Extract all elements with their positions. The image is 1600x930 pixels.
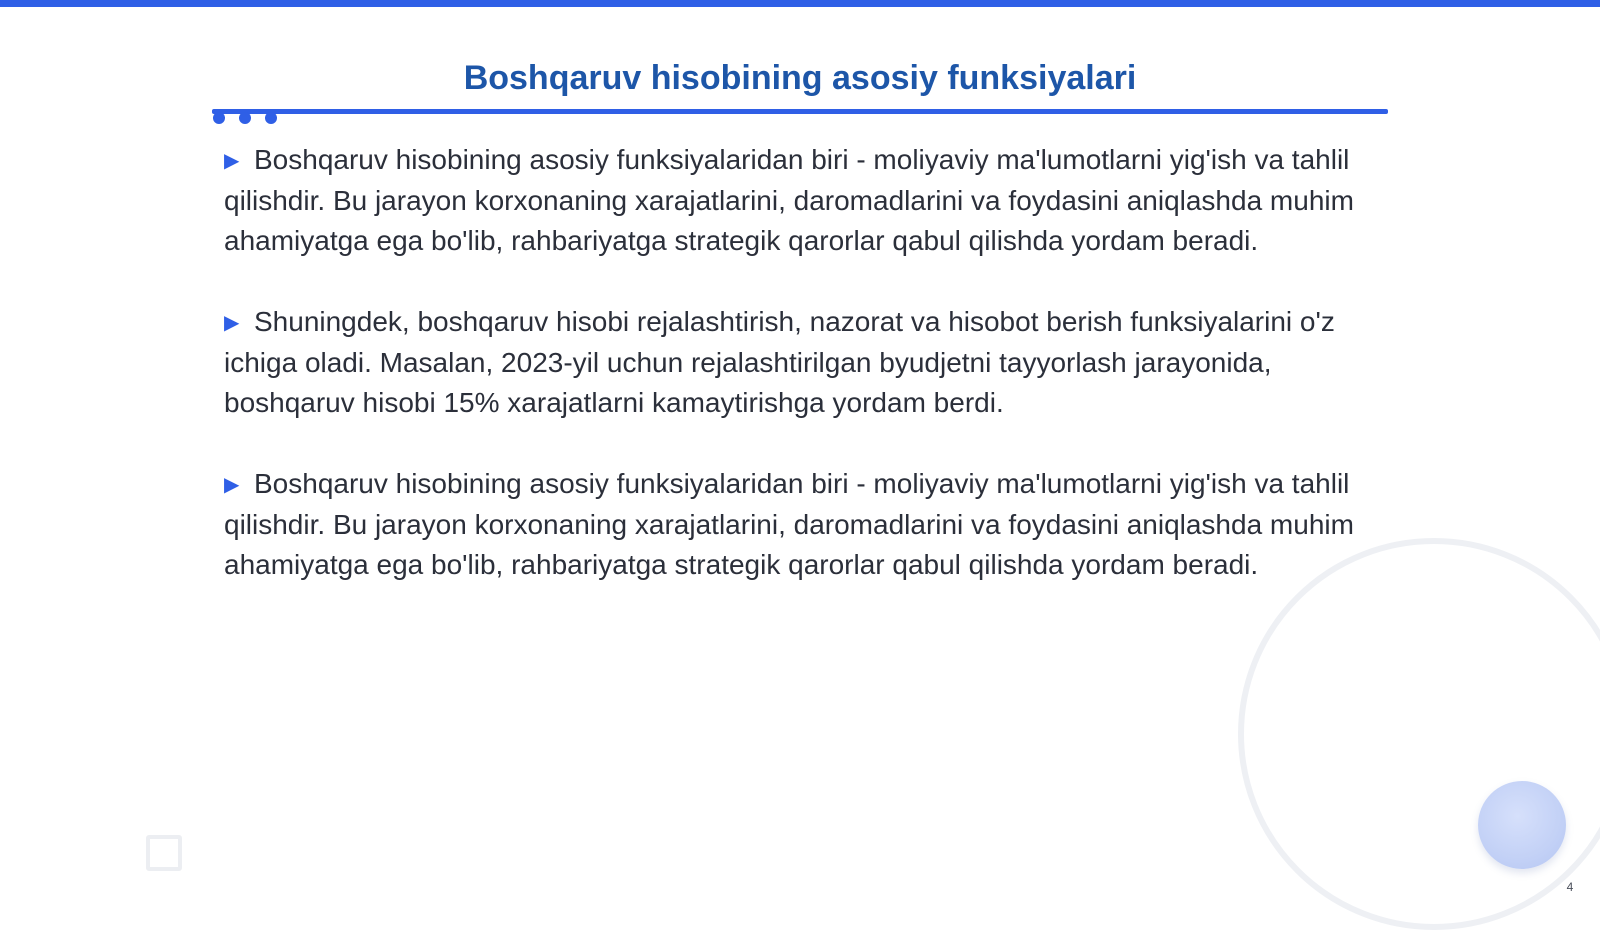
play-arrow-icon: ▶ <box>224 150 240 172</box>
bullet-text: Shuningdek, boshqaruv hisobi rejalashtirish, nazorat va hisobot berish funksiyalarini o'z ichiga oladi. Masalan, 2023-yil uchun rejalashtirilgan byudjetni tayyorlash jarayonida, boshqaruv hisobi 15% xarajatlarni kamaytirishga yordam berdi. <box>224 306 1335 418</box>
bullet-list <box>224 140 1364 626</box>
underline-dot <box>239 112 251 124</box>
play-arrow-icon: ▶ <box>224 474 240 496</box>
decorative-circle <box>1478 781 1566 869</box>
top-accent-bar <box>0 0 1600 7</box>
title-underline <box>212 109 1388 114</box>
decorative-ring <box>1238 538 1600 930</box>
play-arrow-icon: ▶ <box>224 312 240 334</box>
page-number: 4 <box>1566 880 1574 894</box>
bullet-text: Boshqaruv hisobining asosiy funksiyalaridan biri - moliyaviy ma'lumotlarni yig'ish va tahlil qilishdir. Bu jarayon korxonaning xarajatlarini, daromadlarini va foydasini aniqlashda muhim ahamiyatga ega bo'lib, rahbariyatga strategik qarorlar qabul qilishda yordam beradi. <box>224 144 1354 256</box>
bullet-item <box>224 464 1364 585</box>
slide-title: Boshqaruv hisobining asosiy funksiyalari <box>463 59 1137 97</box>
decorative-square <box>146 835 182 871</box>
bullet-item <box>224 140 1364 261</box>
bullet-item <box>224 302 1364 423</box>
underline-dot <box>213 112 225 124</box>
bullet-text: Boshqaruv hisobining asosiy funksiyalaridan biri - moliyaviy ma'lumotlarni yig'ish va tahlil qilishdir. Bu jarayon korxonaning xarajatlarini, daromadlarini va foydasini aniqlashda muhim ahamiyatga ega bo'lib, rahbariyatga strategik qarorlar qabul qilishda yordam beradi. <box>224 468 1354 580</box>
underline-dot <box>265 112 277 124</box>
